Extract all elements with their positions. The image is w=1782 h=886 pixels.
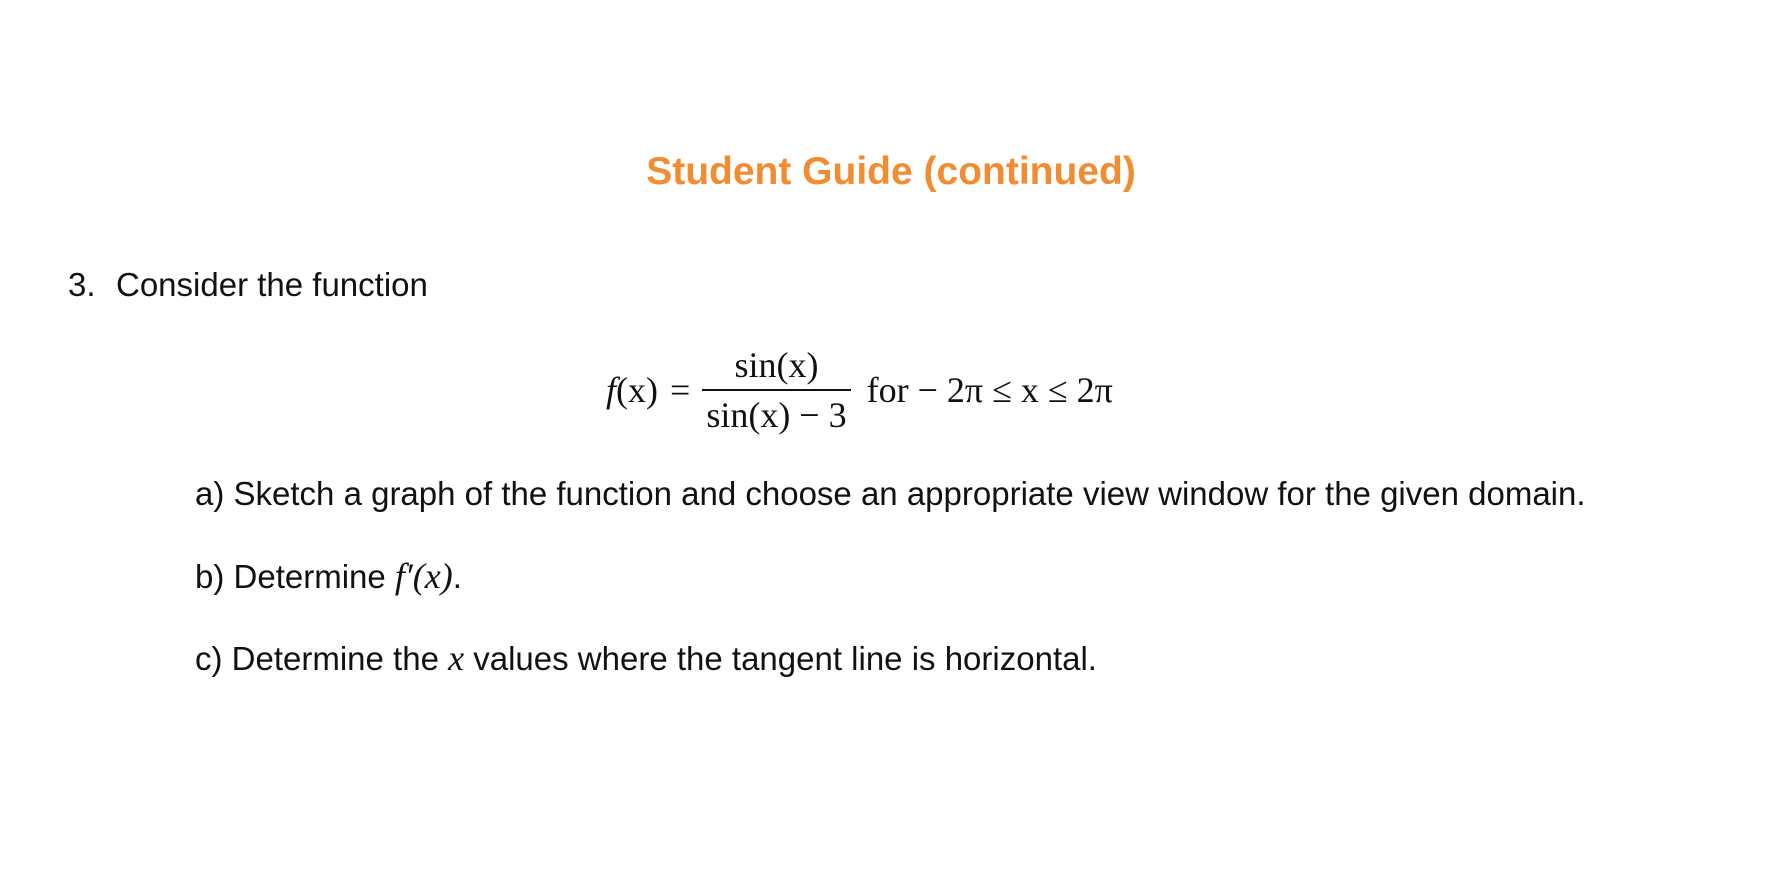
part-c-variable: x [448,638,465,678]
part-b-prefix: b) Determine [195,558,395,595]
part-b-derivative: f′(x) [394,556,453,596]
part-b [195,555,462,598]
part-c-prefix: c) Determine the [195,640,449,677]
equation-domain: for − 2π ≤ x ≤ 2π [866,370,1113,410]
function-equation [606,345,1113,435]
part-a: a) Sketch a graph of the function and choose an appropriate view window for the given domain. [195,475,1586,512]
equation-function-name: f [606,370,617,410]
page-title: Student Guide (continued) [646,150,1136,193]
question-prompt [68,264,428,306]
equation-denominator: sin(x) − 3 [706,395,847,435]
equation-function-argument: (x) [616,370,658,410]
equation-numerator: sin(x) [734,345,819,385]
question-text: Consider the function [116,266,428,303]
part-c-suffix: values where the tangent line is horizontal. [464,640,1097,677]
question-number: 3. [68,266,96,303]
equation-lhs [606,369,658,411]
equation-fraction [702,345,850,435]
equation-equals-sign: = [670,370,691,410]
part-c [195,637,1097,680]
part-b-suffix: . [452,558,462,595]
